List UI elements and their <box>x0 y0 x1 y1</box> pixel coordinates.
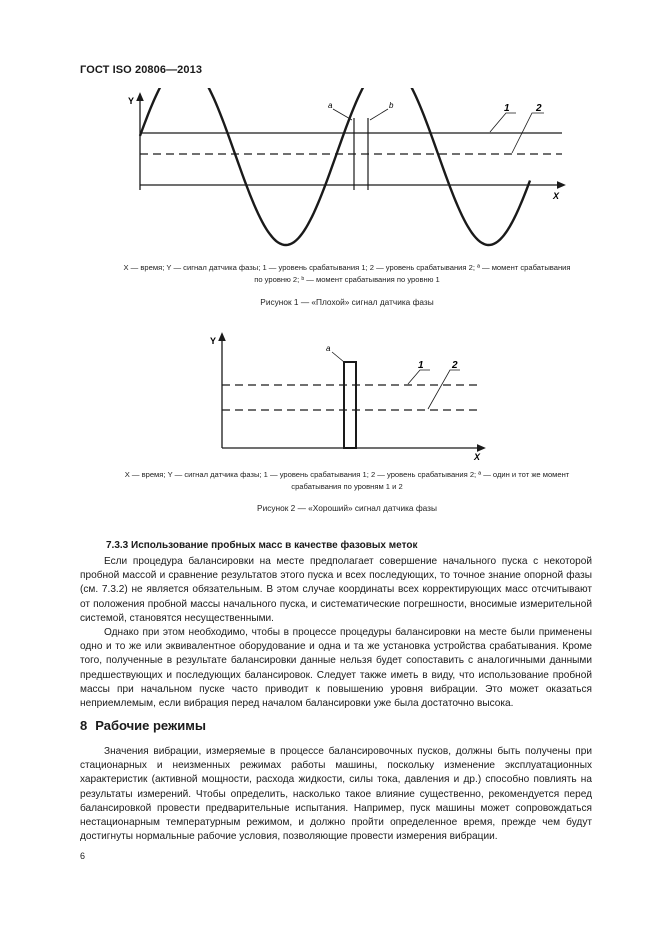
y-axis-label: Y <box>210 336 217 346</box>
marker-a-label: a <box>328 101 333 110</box>
figure-1-diagram <box>0 88 661 348</box>
pulse-signal <box>344 362 356 448</box>
line-1-callout: 1 <box>504 103 510 114</box>
figure-1-legend <box>82 262 612 286</box>
figure-1-legend-line-1: X — время; Y — сигнал датчика фазы; 1 — уровень срабатывания 1; 2 — уровень срабатывания 2; ª — момент срабатывания <box>123 263 571 272</box>
section-7-3-3-heading: 7.3.3 Использование пробных масс в качестве фазовых меток <box>106 540 418 551</box>
figure-2-legend-line-1: X — время; Y — сигнал датчика фазы; 1 — уровень срабатывания 1; 2 — уровень срабатывания 2; ª — один и тот же момент <box>124 470 570 479</box>
section-7-3-3-paragraph-1: Если процедура балансировки на месте предполагает совершение начального пуска с некоторой пробной массой и сравнение результатов этого пуска и всех последующих, то точное знание опорной фазы (см. 7.3.2) не является обязательным. В этом случае координаты всех корректирующих масс отсчитывают от положения пробной массы начального пуска, и систематические погрешности, вносимые измерительной системой, становятся несущественными. <box>80 556 592 624</box>
section-7-3-3-paragraph-2: Однако при этом необходимо, чтобы в процессе процедуры балансировки на месте были применены одно и то же или эквивалентное оборудование и одна и та же установка устройства срабатывания. Кроме того, полученные в результате балансировки данные нельзя будет сопоставить с аналогичными данными предшествующих и последующих балансировок. Следует также иметь в виду, что использование пробной массы при начальном пуске часто приводит к повышению уровня вибрации. Это может оказаться неприемлемым, если вибрация перед началом балансировки уже была достаточно высока. <box>80 627 592 710</box>
section-8-title: Рабочие режимы <box>95 718 206 733</box>
line-1-callout: 1 <box>418 360 424 371</box>
figure-2-legend <box>82 469 612 493</box>
line-2-callout: 2 <box>452 360 458 371</box>
x-axis-label: X <box>553 191 560 201</box>
section-8-number: 8 <box>80 718 88 733</box>
marker-b-label: b <box>389 101 394 110</box>
section-8-paragraph-1: Значения вибрации, измеряемые в процессе балансировочных пусков, должны быть получены при стационарных и неизменных режимах работы машины, поскольку изменение эксплуатационных характеристик (активной мощности, расхода жидкости, силы тока, давления и др.) способно повлиять на результаты измерений. Чтобы определить, насколько такое влияние существенно, рекомендуется перед балансировкой провести предварительные испытания. Например, пуск машины может сопровождаться нестационарным температурным режимом, и должно пройти определенное время, прежде чем будут достигнуты нормальные рабочие условия, позволяющие провести измерения вибрации. <box>80 746 592 843</box>
figure-2-title: Рисунок 2 — «Хороший» сигнал датчика фазы <box>257 503 437 513</box>
y-axis-label: Y <box>128 96 135 106</box>
section-8-heading <box>80 718 206 733</box>
x-axis-label: X <box>474 452 481 460</box>
line-2-callout: 2 <box>536 103 542 114</box>
figure-2-diagram <box>0 330 661 460</box>
marker-a-label: a <box>326 344 331 353</box>
page-number: 6 <box>80 851 86 861</box>
figure-1-legend-line-2: по уровню 2; ᵇ — момент срабатывания по уровню 1 <box>254 275 440 284</box>
figure-2-legend-line-2: срабатывания по уровням 1 и 2 <box>291 482 403 491</box>
sensor-signal-curve <box>140 88 530 245</box>
figure-1-title: Рисунок 1 — «Плохой» сигнал датчика фазы <box>260 297 434 307</box>
document-header: ГОСТ ISO 20806—2013 <box>80 64 203 76</box>
